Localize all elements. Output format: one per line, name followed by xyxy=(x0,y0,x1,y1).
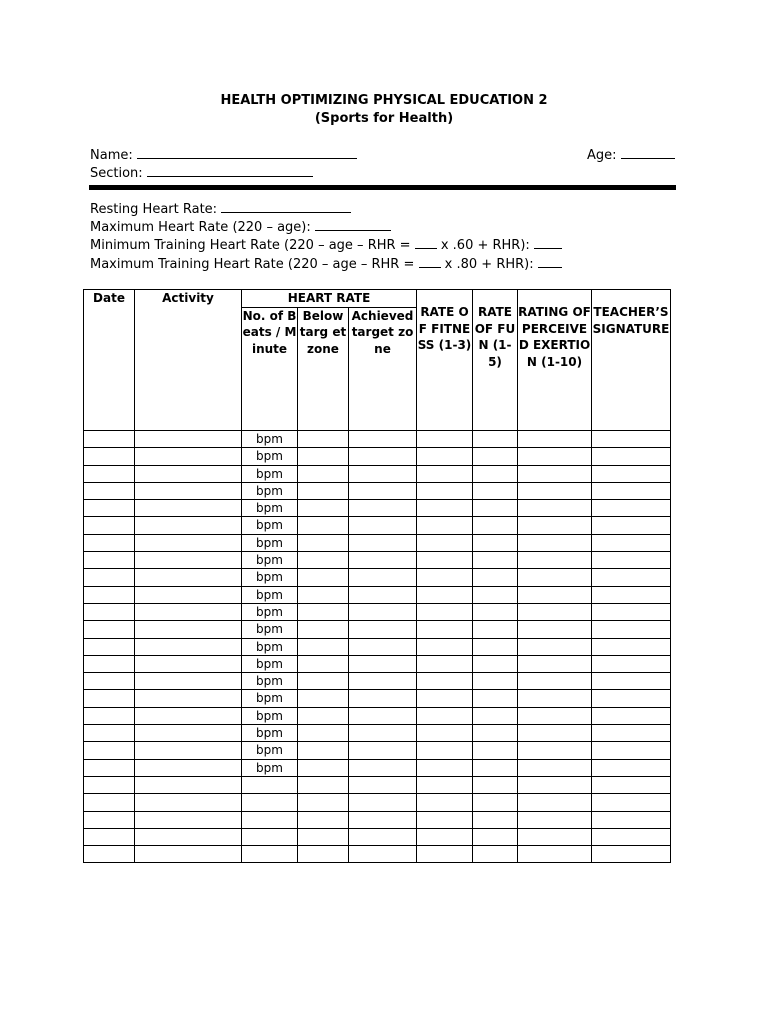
fun-cell[interactable] xyxy=(473,794,518,811)
date-cell[interactable] xyxy=(84,725,135,742)
date-cell[interactable] xyxy=(84,776,135,793)
achieved-zone-cell[interactable] xyxy=(349,534,417,551)
section-row xyxy=(90,164,313,181)
fitness-cell[interactable] xyxy=(417,707,473,724)
achieved-zone-cell[interactable] xyxy=(349,448,417,465)
below-zone-cell[interactable] xyxy=(298,448,349,465)
table-row xyxy=(84,690,671,707)
col-rate-of-fun: RATE OF FUN (1-5) xyxy=(473,290,518,431)
exertion-cell[interactable] xyxy=(518,690,592,707)
fun-cell[interactable] xyxy=(473,707,518,724)
signature-cell[interactable] xyxy=(592,690,671,707)
achieved-zone-cell[interactable] xyxy=(349,759,417,776)
fitness-cell[interactable] xyxy=(417,846,473,863)
achieved-zone-cell[interactable] xyxy=(349,517,417,534)
date-cell[interactable] xyxy=(84,759,135,776)
beats-cell[interactable]: bpm xyxy=(242,638,298,655)
activity-cell[interactable] xyxy=(135,621,242,638)
beats-cell[interactable] xyxy=(242,828,298,845)
fitness-cell[interactable] xyxy=(417,742,473,759)
signature-cell[interactable] xyxy=(592,846,671,863)
table-row xyxy=(84,569,671,586)
achieved-zone-cell[interactable] xyxy=(349,431,417,448)
below-zone-cell[interactable] xyxy=(298,811,349,828)
beats-cell[interactable]: bpm xyxy=(242,465,298,482)
signature-cell[interactable] xyxy=(592,569,671,586)
below-zone-cell[interactable] xyxy=(298,742,349,759)
below-zone-cell[interactable] xyxy=(298,707,349,724)
table-row xyxy=(84,725,671,742)
table-row xyxy=(84,638,671,655)
achieved-zone-cell[interactable] xyxy=(349,465,417,482)
fun-cell[interactable] xyxy=(473,690,518,707)
beats-cell[interactable]: bpm xyxy=(242,552,298,569)
fun-cell[interactable] xyxy=(473,534,518,551)
below-zone-cell[interactable] xyxy=(298,534,349,551)
max-training-result-field[interactable] xyxy=(538,255,562,268)
date-cell[interactable] xyxy=(84,621,135,638)
resting-hr-row xyxy=(90,200,351,217)
table-row xyxy=(84,603,671,620)
beats-cell[interactable]: bpm xyxy=(242,759,298,776)
below-zone-cell[interactable] xyxy=(298,725,349,742)
signature-cell[interactable] xyxy=(592,552,671,569)
age-field[interactable] xyxy=(621,146,675,159)
exertion-cell[interactable] xyxy=(518,759,592,776)
exertion-cell[interactable] xyxy=(518,482,592,499)
heart-rate-log-table xyxy=(83,289,671,863)
divider xyxy=(89,185,676,190)
exertion-cell[interactable] xyxy=(518,811,592,828)
activity-cell[interactable] xyxy=(135,707,242,724)
beats-cell[interactable]: bpm xyxy=(242,707,298,724)
table-row xyxy=(84,828,671,845)
exertion-cell[interactable] xyxy=(518,465,592,482)
col-date: Date xyxy=(84,290,135,431)
beats-cell[interactable]: bpm xyxy=(242,534,298,551)
beats-cell[interactable]: bpm xyxy=(242,500,298,517)
fun-cell[interactable] xyxy=(473,811,518,828)
table-row xyxy=(84,759,671,776)
fun-cell[interactable] xyxy=(473,759,518,776)
max-training-prefix: Maximum Training Heart Rate (220 – age – RHR = xyxy=(90,257,415,272)
signature-cell[interactable] xyxy=(592,431,671,448)
below-zone-cell[interactable] xyxy=(298,552,349,569)
exertion-cell[interactable] xyxy=(518,846,592,863)
below-zone-cell[interactable] xyxy=(298,655,349,672)
min-training-rhr-field[interactable] xyxy=(415,236,437,249)
below-zone-cell[interactable] xyxy=(298,569,349,586)
fitness-cell[interactable] xyxy=(417,638,473,655)
page-title: HEALTH OPTIMIZING PHYSICAL EDUCATION 2 xyxy=(220,93,548,108)
achieved-zone-cell[interactable] xyxy=(349,707,417,724)
fun-cell[interactable] xyxy=(473,448,518,465)
below-zone-cell[interactable] xyxy=(298,846,349,863)
activity-cell[interactable] xyxy=(135,828,242,845)
exertion-cell[interactable] xyxy=(518,448,592,465)
fitness-cell[interactable] xyxy=(417,776,473,793)
table-row xyxy=(84,673,671,690)
achieved-zone-cell[interactable] xyxy=(349,776,417,793)
signature-cell[interactable] xyxy=(592,482,671,499)
date-cell[interactable] xyxy=(84,742,135,759)
date-cell[interactable] xyxy=(84,482,135,499)
below-zone-cell[interactable] xyxy=(298,431,349,448)
date-cell[interactable] xyxy=(84,673,135,690)
beats-cell[interactable]: bpm xyxy=(242,603,298,620)
fun-cell[interactable] xyxy=(473,517,518,534)
section-label: Section: xyxy=(90,166,143,181)
fitness-cell[interactable] xyxy=(417,811,473,828)
fun-cell[interactable] xyxy=(473,603,518,620)
beats-cell[interactable] xyxy=(242,776,298,793)
achieved-zone-cell[interactable] xyxy=(349,846,417,863)
table-row xyxy=(84,465,671,482)
activity-cell[interactable] xyxy=(135,811,242,828)
below-zone-cell[interactable] xyxy=(298,828,349,845)
activity-cell[interactable] xyxy=(135,569,242,586)
exertion-cell[interactable] xyxy=(518,569,592,586)
table-row xyxy=(84,500,671,517)
achieved-zone-cell[interactable] xyxy=(349,828,417,845)
signature-cell[interactable] xyxy=(592,621,671,638)
resting-hr-label: Resting Heart Rate: xyxy=(90,202,218,217)
signature-cell[interactable] xyxy=(592,794,671,811)
max-training-suffix: x .80 + RHR): xyxy=(444,257,534,272)
exertion-cell[interactable] xyxy=(518,725,592,742)
activity-cell[interactable] xyxy=(135,742,242,759)
date-cell[interactable] xyxy=(84,707,135,724)
signature-cell[interactable] xyxy=(592,673,671,690)
max-training-row xyxy=(90,255,562,272)
date-cell[interactable] xyxy=(84,794,135,811)
date-cell[interactable] xyxy=(84,603,135,620)
date-cell[interactable] xyxy=(84,655,135,672)
exertion-cell[interactable] xyxy=(518,552,592,569)
signature-cell[interactable] xyxy=(592,828,671,845)
below-zone-cell[interactable] xyxy=(298,500,349,517)
age-label: Age: xyxy=(587,148,617,163)
beats-cell[interactable] xyxy=(242,794,298,811)
fitness-cell[interactable] xyxy=(417,586,473,603)
achieved-zone-cell[interactable] xyxy=(349,690,417,707)
beats-cell[interactable]: bpm xyxy=(242,690,298,707)
activity-cell[interactable] xyxy=(135,655,242,672)
beats-cell[interactable]: bpm xyxy=(242,517,298,534)
name-row xyxy=(90,146,357,163)
col-group-heart-rate: HEART RATE xyxy=(242,290,417,308)
achieved-zone-cell[interactable] xyxy=(349,742,417,759)
activity-cell[interactable] xyxy=(135,448,242,465)
table-row xyxy=(84,846,671,863)
signature-cell[interactable] xyxy=(592,465,671,482)
fitness-cell[interactable] xyxy=(417,603,473,620)
table-row xyxy=(84,431,671,448)
date-cell[interactable] xyxy=(84,811,135,828)
achieved-zone-cell[interactable] xyxy=(349,552,417,569)
fitness-cell[interactable] xyxy=(417,759,473,776)
activity-cell[interactable] xyxy=(135,465,242,482)
below-zone-cell[interactable] xyxy=(298,621,349,638)
fun-cell[interactable] xyxy=(473,552,518,569)
exertion-cell[interactable] xyxy=(518,638,592,655)
fun-cell[interactable] xyxy=(473,569,518,586)
beats-cell[interactable]: bpm xyxy=(242,431,298,448)
fitness-cell[interactable] xyxy=(417,794,473,811)
fitness-cell[interactable] xyxy=(417,673,473,690)
signature-cell[interactable] xyxy=(592,759,671,776)
table-row xyxy=(84,742,671,759)
col-rate-of-fitness: RATE OF FITNESS (1-3) xyxy=(417,290,473,431)
table-row xyxy=(84,534,671,551)
col-perceived-exertion: RATING OF PERCEIVED EXERTION (1-10) xyxy=(518,290,592,431)
achieved-zone-cell[interactable] xyxy=(349,811,417,828)
below-zone-cell[interactable] xyxy=(298,603,349,620)
signature-cell[interactable] xyxy=(592,776,671,793)
age-row xyxy=(587,146,675,163)
fitness-cell[interactable] xyxy=(417,552,473,569)
exertion-cell[interactable] xyxy=(518,742,592,759)
exertion-cell[interactable] xyxy=(518,776,592,793)
date-cell[interactable] xyxy=(84,586,135,603)
beats-cell[interactable]: bpm xyxy=(242,586,298,603)
activity-cell[interactable] xyxy=(135,586,242,603)
fun-cell[interactable] xyxy=(473,828,518,845)
fun-cell[interactable] xyxy=(473,725,518,742)
exertion-cell[interactable] xyxy=(518,673,592,690)
achieved-zone-cell[interactable] xyxy=(349,482,417,499)
fun-cell[interactable] xyxy=(473,482,518,499)
fun-cell[interactable] xyxy=(473,638,518,655)
activity-cell[interactable] xyxy=(135,500,242,517)
date-cell[interactable] xyxy=(84,517,135,534)
fun-cell[interactable] xyxy=(473,742,518,759)
date-cell[interactable] xyxy=(84,569,135,586)
achieved-zone-cell[interactable] xyxy=(349,655,417,672)
fitness-cell[interactable] xyxy=(417,448,473,465)
fun-cell[interactable] xyxy=(473,465,518,482)
activity-cell[interactable] xyxy=(135,776,242,793)
min-training-prefix: Minimum Training Heart Rate (220 – age – RHR = xyxy=(90,238,411,253)
fitness-cell[interactable] xyxy=(417,569,473,586)
date-cell[interactable] xyxy=(84,431,135,448)
signature-cell[interactable] xyxy=(592,811,671,828)
signature-cell[interactable] xyxy=(592,517,671,534)
signature-cell[interactable] xyxy=(592,448,671,465)
fitness-cell[interactable] xyxy=(417,828,473,845)
table-row xyxy=(84,621,671,638)
table-row xyxy=(84,482,671,499)
activity-cell[interactable] xyxy=(135,794,242,811)
signature-cell[interactable] xyxy=(592,707,671,724)
achieved-zone-cell[interactable] xyxy=(349,621,417,638)
fitness-cell[interactable] xyxy=(417,517,473,534)
exertion-cell[interactable] xyxy=(518,586,592,603)
activity-cell[interactable] xyxy=(135,431,242,448)
fitness-cell[interactable] xyxy=(417,655,473,672)
below-zone-cell[interactable] xyxy=(298,794,349,811)
fitness-cell[interactable] xyxy=(417,500,473,517)
activity-cell[interactable] xyxy=(135,725,242,742)
signature-cell[interactable] xyxy=(592,638,671,655)
activity-cell[interactable] xyxy=(135,534,242,551)
achieved-zone-cell[interactable] xyxy=(349,586,417,603)
below-zone-cell[interactable] xyxy=(298,776,349,793)
activity-cell[interactable] xyxy=(135,759,242,776)
min-training-row xyxy=(90,236,562,253)
beats-cell[interactable]: bpm xyxy=(242,448,298,465)
signature-cell[interactable] xyxy=(592,500,671,517)
fitness-cell[interactable] xyxy=(417,690,473,707)
achieved-zone-cell[interactable] xyxy=(349,638,417,655)
signature-cell[interactable] xyxy=(592,586,671,603)
signature-cell[interactable] xyxy=(592,725,671,742)
below-zone-cell[interactable] xyxy=(298,482,349,499)
signature-cell[interactable] xyxy=(592,655,671,672)
below-zone-cell[interactable] xyxy=(298,465,349,482)
fun-cell[interactable] xyxy=(473,500,518,517)
date-cell[interactable] xyxy=(84,690,135,707)
activity-cell[interactable] xyxy=(135,846,242,863)
fitness-cell[interactable] xyxy=(417,534,473,551)
below-zone-cell[interactable] xyxy=(298,517,349,534)
exertion-cell[interactable] xyxy=(518,500,592,517)
exertion-cell[interactable] xyxy=(518,431,592,448)
beats-cell[interactable] xyxy=(242,811,298,828)
date-cell[interactable] xyxy=(84,828,135,845)
beats-cell[interactable]: bpm xyxy=(242,621,298,638)
fun-cell[interactable] xyxy=(473,586,518,603)
below-zone-cell[interactable] xyxy=(298,586,349,603)
beats-cell[interactable]: bpm xyxy=(242,655,298,672)
name-label: Name: xyxy=(90,148,133,163)
fun-cell[interactable] xyxy=(473,673,518,690)
signature-cell[interactable] xyxy=(592,742,671,759)
signature-cell[interactable] xyxy=(592,534,671,551)
max-training-rhr-field[interactable] xyxy=(419,255,441,268)
table-row xyxy=(84,552,671,569)
date-cell[interactable] xyxy=(84,465,135,482)
exertion-cell[interactable] xyxy=(518,621,592,638)
signature-cell[interactable] xyxy=(592,603,671,620)
resting-hr-field[interactable] xyxy=(221,200,351,213)
beats-cell[interactable]: bpm xyxy=(242,725,298,742)
below-zone-cell[interactable] xyxy=(298,673,349,690)
beats-cell[interactable]: bpm xyxy=(242,673,298,690)
activity-cell[interactable] xyxy=(135,552,242,569)
table-row xyxy=(84,794,671,811)
activity-cell[interactable] xyxy=(135,690,242,707)
below-zone-cell[interactable] xyxy=(298,638,349,655)
exertion-cell[interactable] xyxy=(518,707,592,724)
date-cell[interactable] xyxy=(84,846,135,863)
activity-cell[interactable] xyxy=(135,482,242,499)
col-activity: Activity xyxy=(135,290,242,431)
section-field[interactable] xyxy=(147,164,313,177)
date-cell[interactable] xyxy=(84,552,135,569)
exertion-cell[interactable] xyxy=(518,534,592,551)
fun-cell[interactable] xyxy=(473,846,518,863)
table-row xyxy=(84,586,671,603)
table-row xyxy=(84,517,671,534)
table-row xyxy=(84,811,671,828)
fun-cell[interactable] xyxy=(473,776,518,793)
date-cell[interactable] xyxy=(84,638,135,655)
fun-cell[interactable] xyxy=(473,431,518,448)
table-row xyxy=(84,776,671,793)
col-teacher-signature: TEACHER’S SIGNATURE xyxy=(592,290,671,431)
beats-cell[interactable]: bpm xyxy=(242,482,298,499)
beats-cell[interactable] xyxy=(242,846,298,863)
achieved-zone-cell[interactable] xyxy=(349,569,417,586)
fun-cell[interactable] xyxy=(473,655,518,672)
fitness-cell[interactable] xyxy=(417,431,473,448)
activity-cell[interactable] xyxy=(135,673,242,690)
below-zone-cell[interactable] xyxy=(298,759,349,776)
col-below-target-zone: Below targ et zone xyxy=(298,307,349,431)
fitness-cell[interactable] xyxy=(417,465,473,482)
date-cell[interactable] xyxy=(84,500,135,517)
col-beats-per-minute: No. of Beats / Minute xyxy=(242,307,298,431)
max-hr-field[interactable] xyxy=(315,218,391,231)
activity-cell[interactable] xyxy=(135,603,242,620)
fitness-cell[interactable] xyxy=(417,725,473,742)
date-cell[interactable] xyxy=(84,448,135,465)
achieved-zone-cell[interactable] xyxy=(349,725,417,742)
max-hr-label: Maximum Heart Rate (220 – age): xyxy=(90,220,311,235)
fun-cell[interactable] xyxy=(473,621,518,638)
table-row xyxy=(84,655,671,672)
min-training-result-field[interactable] xyxy=(534,236,562,249)
exertion-cell[interactable] xyxy=(518,603,592,620)
achieved-zone-cell[interactable] xyxy=(349,673,417,690)
exertion-cell[interactable] xyxy=(518,517,592,534)
max-hr-row xyxy=(90,218,391,235)
name-field[interactable] xyxy=(137,146,357,159)
achieved-zone-cell[interactable] xyxy=(349,603,417,620)
exertion-cell[interactable] xyxy=(518,655,592,672)
date-cell[interactable] xyxy=(84,534,135,551)
exertion-cell[interactable] xyxy=(518,794,592,811)
table-row xyxy=(84,448,671,465)
min-training-suffix: x .60 + RHR): xyxy=(440,238,530,253)
activity-cell[interactable] xyxy=(135,638,242,655)
col-achieved-target-zone: Achieved target zone xyxy=(349,307,417,431)
exertion-cell[interactable] xyxy=(518,828,592,845)
beats-cell[interactable]: bpm xyxy=(242,742,298,759)
page-subtitle: (Sports for Health) xyxy=(314,111,454,126)
fitness-cell[interactable] xyxy=(417,621,473,638)
table-row xyxy=(84,707,671,724)
achieved-zone-cell[interactable] xyxy=(349,794,417,811)
activity-cell[interactable] xyxy=(135,517,242,534)
fitness-cell[interactable] xyxy=(417,482,473,499)
achieved-zone-cell[interactable] xyxy=(349,500,417,517)
beats-cell[interactable]: bpm xyxy=(242,569,298,586)
below-zone-cell[interactable] xyxy=(298,690,349,707)
